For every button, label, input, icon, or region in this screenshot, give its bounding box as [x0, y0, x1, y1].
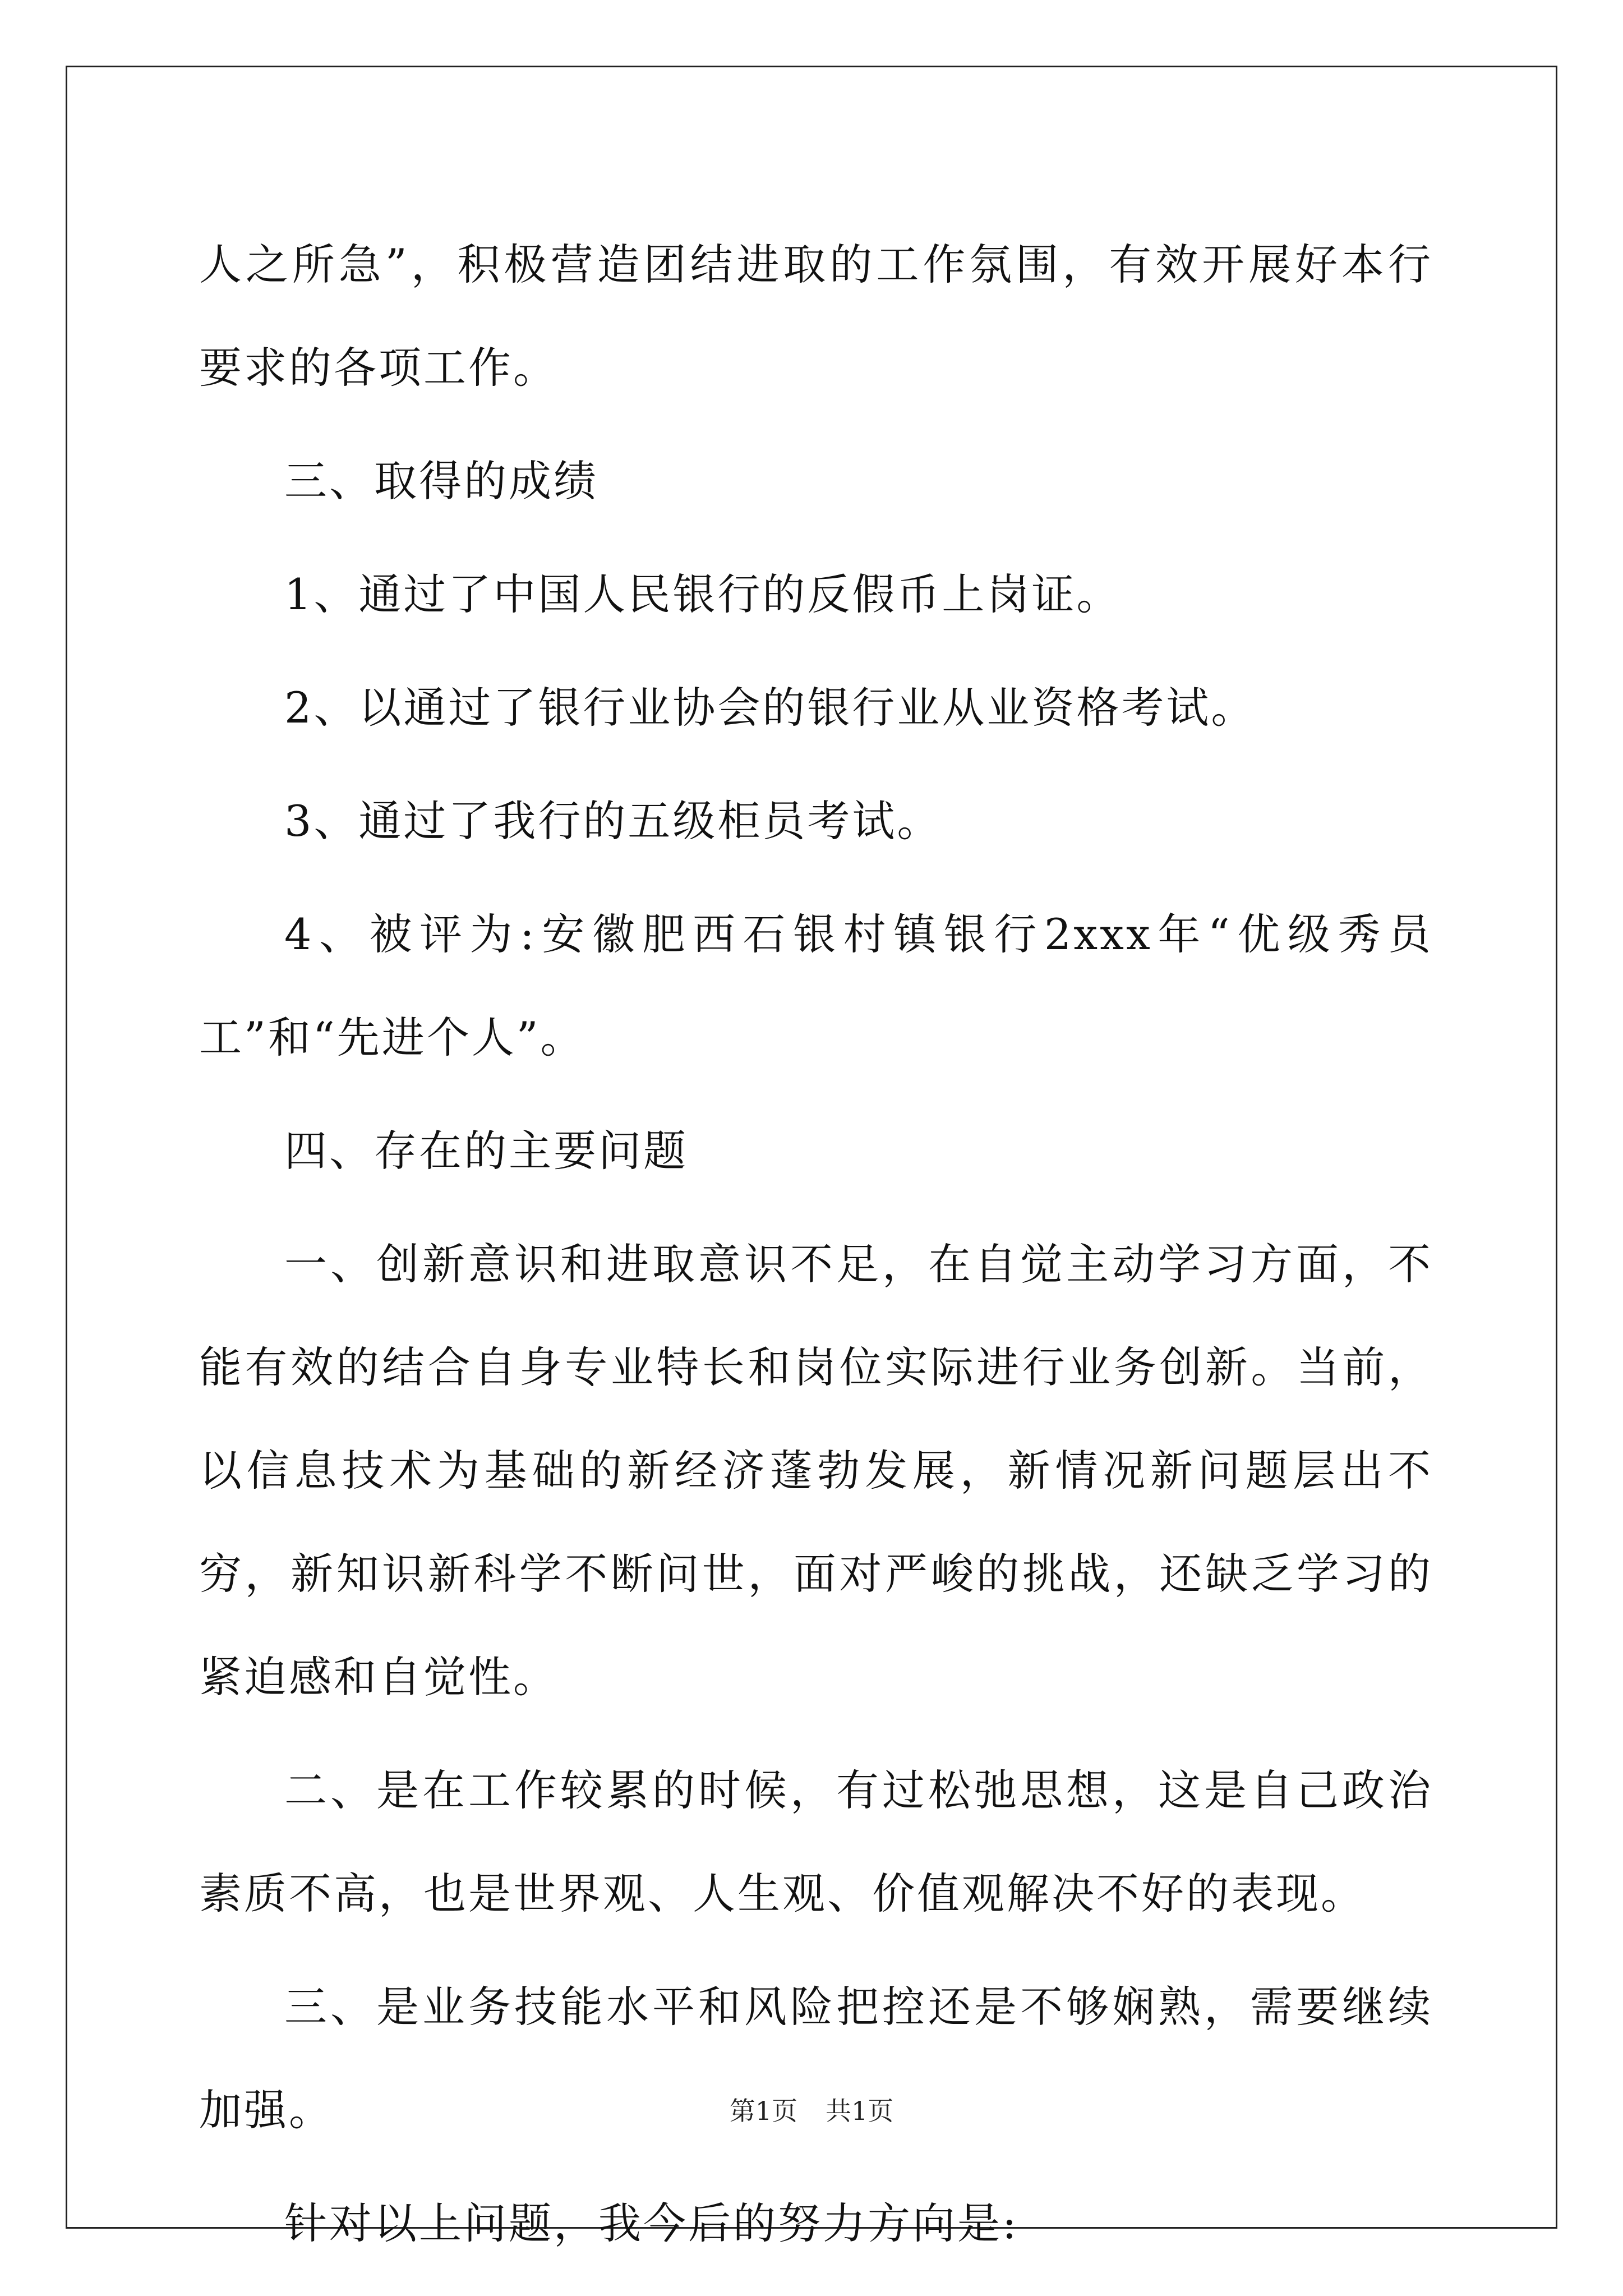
- page-footer: [0, 2094, 1623, 2128]
- problem-item-3: 三、是业务技能水平和风险把控还是不够娴熟，需要继续加强。: [199, 1982, 1433, 2135]
- achievement-item-1: 1、通过了中国人民银行的反假币上岗证。: [284, 569, 1122, 619]
- section-heading-problems: 四、存在的主要问题: [284, 1126, 688, 1176]
- achievement-item-4: 4、被评为:安徽肥西石银村镇银行2xxx年“优级秀员工”和“先进个人”。: [199, 909, 1433, 1062]
- paragraph-continuation: 人之所急”，积极营造团结进取的工作氛围，有效开展好本行要求的各项工作。: [199, 240, 1433, 393]
- problem-item-2: 二、是在工作较累的时候，有过松弛思想，这是自己政治素质不高，也是世界观、人生观、价值观解决不好的表现。: [199, 1765, 1433, 1918]
- document-body: [199, 213, 1433, 2285]
- page-total: 共1页: [826, 2096, 894, 2126]
- page-number: 第1页: [729, 2096, 797, 2126]
- achievement-item-2: 2、以通过了银行业协会的银行业从业资格考试。: [284, 683, 1256, 733]
- problem-item-1: 一、创新意识和进取意识不足，在自觉主动学习方面，不能有效的结合自身专业特长和岗位实际进行业务创新。当前，以信息技术为基础的新经济蓬勃发展，新情况新问题层出不穷，新知识新科学不断问世，面对严峻的挑战，还缺乏学习的紧迫感和自觉性。: [199, 1239, 1433, 1702]
- improvement-intro: 针对以上问题，我今后的努力方向是:: [284, 2198, 1019, 2248]
- section-heading-achievements: 三、取得的成绩: [284, 456, 598, 506]
- achievement-item-3: 3、通过了我行的五级柜员考试。: [284, 796, 942, 846]
